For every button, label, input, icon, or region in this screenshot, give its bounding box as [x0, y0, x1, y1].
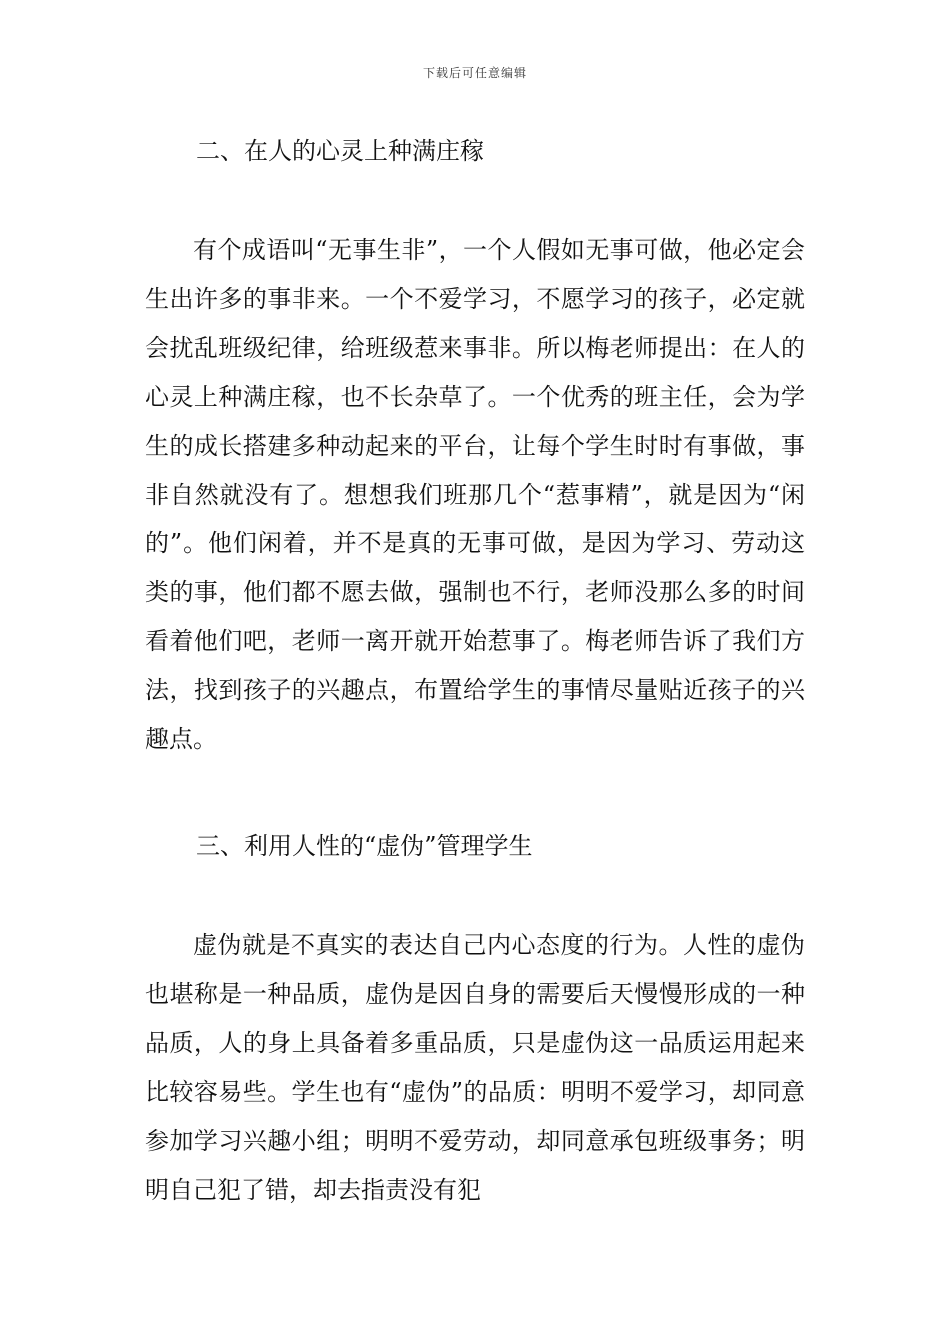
section-heading-3: 三、利用人性的“虚伪”管理学生: [196, 832, 533, 860]
section-paragraph-2: 有个成语叫“无事生非”，一个人假如无事可做，他必定会生出许多的事非来。一个不爱学习，不愿学习的孩子，必定就会扰乱班级纪律，给班级惹来事非。所以梅老师提出：在人的心灵上种满庄稼，也不长杂草了。一个优秀的班主任，会为学生的成长搭建多种动起来的平台，让每个学生时时有事做，事非自然就没有了。想想我们班那几个“惹事精”，就是因为“闲的”。他们闲着，并不是真的无事可做，是因为学习、劳动这类的事，他们都不愿去做，强制也不行，老师没那么多的时间看着他们吧，老师一离开就开始惹事了。梅老师告诉了我们方法，找到孩子的兴趣点，布置给学生的事情尽量贴近孩子的兴趣点。: [145, 236, 805, 754]
section-heading-2: 二、在人的心灵上种满庄稼: [196, 137, 484, 165]
section-paragraph-3: 虚伪就是不真实的表达自己内心态度的行为。人性的虚伪也堪称是一种品质，虚伪是因自身的需要后天慢慢形成的一种品质，人的身上具备着多重品质，只是虚伪这一品质运用起来比较容易些。学生也有“虚伪”的品质：明明不爱学习，却同意参加学习兴趣小组；明明不爱劳动，却同意承包班级事务；明明自己犯了错，却去指责没有犯: [145, 931, 805, 1204]
page-header: 下载后可任意编辑: [422, 66, 527, 80]
